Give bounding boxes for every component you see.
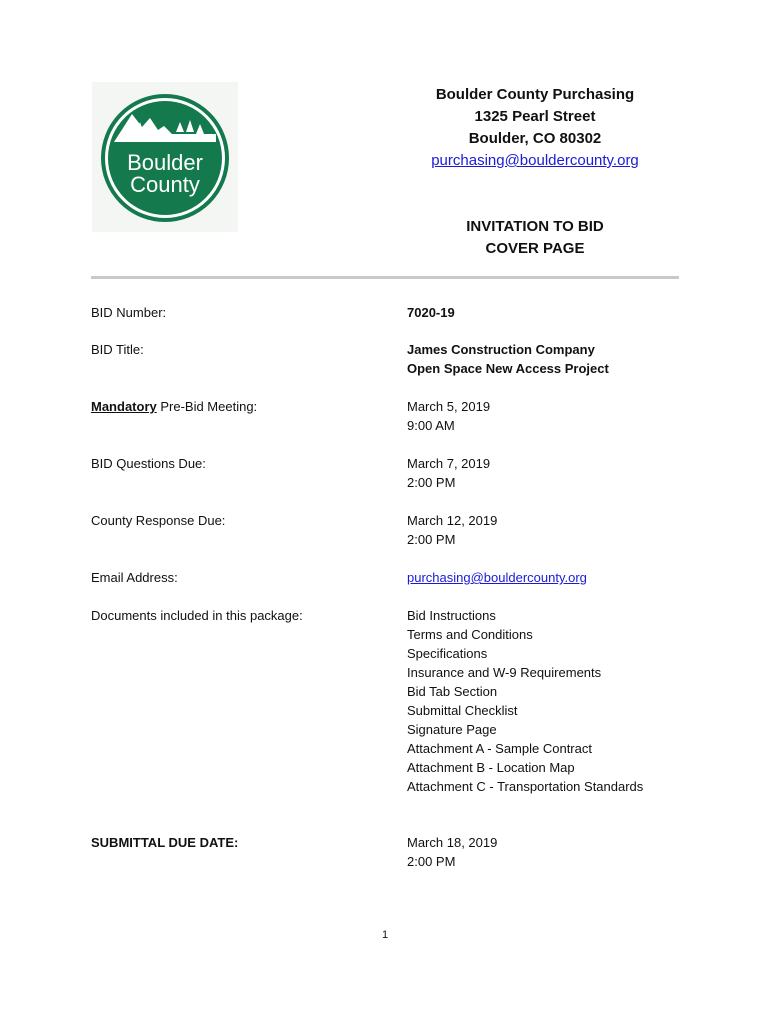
document-item: Signature Page [407, 722, 497, 737]
purchasing-header [395, 84, 675, 172]
document-item: Submittal Checklist [407, 703, 518, 718]
questions-due-date: March 7, 2019 [407, 456, 491, 471]
submittal-due-date: March 18, 2019 [407, 835, 498, 850]
email-address-link[interactable]: purchasing@bouldercounty.org [407, 570, 587, 585]
divider [91, 276, 679, 279]
city-state-zip: Boulder, CO 80302 [468, 130, 602, 147]
bid-title-line1: James Construction Company [407, 342, 595, 357]
prebid-date: March 5, 2019 [407, 399, 491, 414]
email-address-label: Email Address: [91, 570, 178, 585]
logo-text-line2: County [130, 172, 200, 197]
prebid-label-rest: Pre-Bid Meeting: [156, 399, 258, 414]
bid-title-line2: Open Space New Access Project [407, 361, 609, 376]
logo-text-line1: Boulder [127, 150, 203, 175]
page-number: 1 [381, 929, 389, 941]
submittal-due-value [407, 833, 707, 871]
title-line1: INVITATION TO BID [466, 218, 604, 235]
questions-due-label: BID Questions Due: [91, 456, 206, 471]
document-item: Terms and Conditions [407, 627, 533, 642]
submittal-due-label: SUBMITTAL DUE DATE: [91, 835, 239, 850]
bid-title-value [407, 340, 707, 378]
submittal-due-time: 2:00 PM [407, 854, 456, 869]
prebid-meeting-value [407, 397, 707, 435]
document-item: Specifications [407, 646, 488, 661]
county-response-value [407, 511, 707, 549]
org-name: Boulder County Purchasing [435, 86, 635, 103]
title-line2: COVER PAGE [485, 240, 585, 257]
document-item: Attachment B - Location Map [407, 760, 575, 775]
document-title [395, 216, 675, 260]
header-email-link[interactable]: purchasing@bouldercounty.org [431, 152, 639, 169]
county-response-date: March 12, 2019 [407, 513, 498, 528]
document-item: Attachment A - Sample Contract [407, 741, 592, 756]
mandatory-label: Mandatory [91, 399, 157, 414]
bid-number-value: 7020-19 [407, 305, 455, 320]
questions-due-time: 2:00 PM [407, 475, 456, 490]
prebid-time: 9:00 AM [407, 418, 455, 433]
documents-label: Documents included in this package: [91, 608, 303, 623]
questions-due-value [407, 454, 707, 492]
county-response-time: 2:00 PM [407, 532, 456, 547]
county-response-label: County Response Due: [91, 513, 226, 528]
street-address: 1325 Pearl Street [474, 108, 596, 125]
document-item: Bid Instructions [407, 608, 496, 623]
document-item: Insurance and W-9 Requirements [407, 665, 602, 680]
bid-number-label: BID Number: [91, 305, 167, 320]
documents-list [407, 606, 707, 796]
bid-title-label: BID Title: [91, 342, 144, 357]
document-item: Attachment C - Transportation Standards [407, 779, 644, 794]
prebid-meeting-label [91, 397, 391, 416]
boulder-county-logo [92, 82, 238, 232]
document-item: Bid Tab Section [407, 684, 498, 699]
